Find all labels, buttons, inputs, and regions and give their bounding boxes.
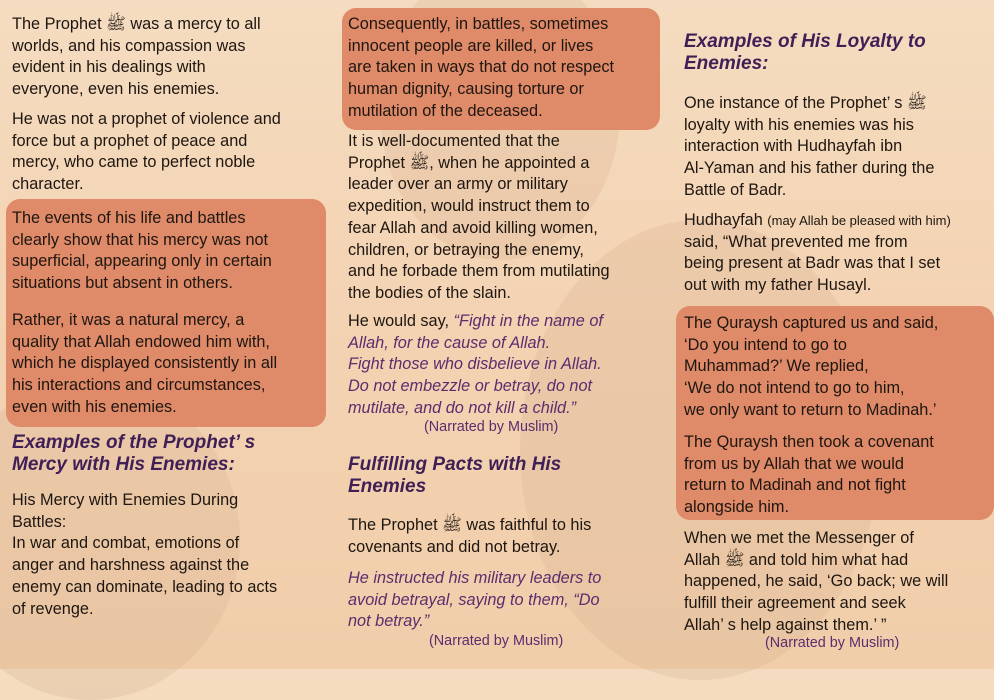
narration-citation: (Narrated by Muslim) — [429, 633, 564, 649]
natural-mercy-paragraph: Rather, it was a natural mercy, a quality that Allah endowed him with, which he displayed consistently in all his interactions and circumstances, even with his enemies. — [12, 311, 278, 416]
section-heading-pacts: Fulfilling Pacts with His Enemies — [348, 454, 562, 497]
betrayal-quote: He instructed his military leaders to avoid betrayal, saying to them, “Do not betray.” — [348, 569, 602, 631]
section-heading-mercy: Examples of the Prophet’ s Mercy with His Enemies: — [12, 432, 256, 475]
quote-paragraph: He would say, “Fight in the name of Allah, for the cause of Allah. Fight those who disbelieve in Allah. Do not embezzle or betray, do not mutilate, and do not kill a child.” — [348, 312, 603, 417]
covenant-paragraph: The Quraysh then took a covenant from us by Allah that we would return to Madinah and not fight alongside him. — [684, 433, 934, 517]
instance-paragraph: One instance of the Prophet’ s ﷺ loyalty with his enemies was his interaction with Hudhayfah ibn Al-Yaman and his father during the Battle of Badr. — [684, 94, 935, 199]
section-heading-loyalty: Examples of His Loyalty to Enemies: — [684, 31, 926, 74]
messenger-paragraph: When we met the Messenger of Allah ﷺ and told him what had happened, he said, ‘Go back; we will fulfill their agreement and seek Allah’ s help against them.’ ” — [684, 529, 949, 634]
captured-paragraph: The Quraysh captured us and said, ‘Do you intend to go to Muhammad?’ We replied, ‘We do not intend to go to him, we only want to return to Madinah.’ — [684, 314, 939, 419]
intro-paragraph: The Prophet ﷺ was a mercy to all worlds, and his compassion was evident in his dealings with everyone, even his enemies. — [12, 15, 261, 99]
faithful-paragraph: The Prophet ﷺ was faithful to his covenants and did not betray. — [348, 516, 592, 556]
narration-citation: (Narrated by Muslim) — [765, 635, 900, 651]
instructions-paragraph: It is well-documented that the Prophet ﷺ, when he appointed a leader over an army or military expedition, would instruct them to fear Allah and avoid killing women, children, or betraying the enemy, and he forbade them from mutilating the bodies of the slain. — [348, 132, 610, 302]
battles-paragraph: His Mercy with Enemies During Battles: In war and combat, emotions of anger and harshness against the enemy can dominate, leading to acts of revenge. — [12, 491, 278, 618]
events-paragraph: The events of his life and battles clearly show that his mercy was not superficial, appearing only in certain situations but absent in others. — [12, 209, 272, 293]
hudhayfah-paragraph: Hudhayfah (may Allah be pleased with him) said, “What prevented me from being present at Badr was that I set out with my father Husayl. — [684, 211, 951, 295]
narration-citation: (Narrated by Muslim) — [424, 419, 559, 435]
consequences-paragraph: Consequently, in battles, sometimes innocent people are killed, or lives are taken in ways that do not respect human dignity, causing torture or mutilation of the deceased. — [348, 15, 615, 120]
peace-paragraph: He was not a prophet of violence and force but a prophet of peace and mercy, who came to perfect noble character. — [12, 110, 281, 194]
